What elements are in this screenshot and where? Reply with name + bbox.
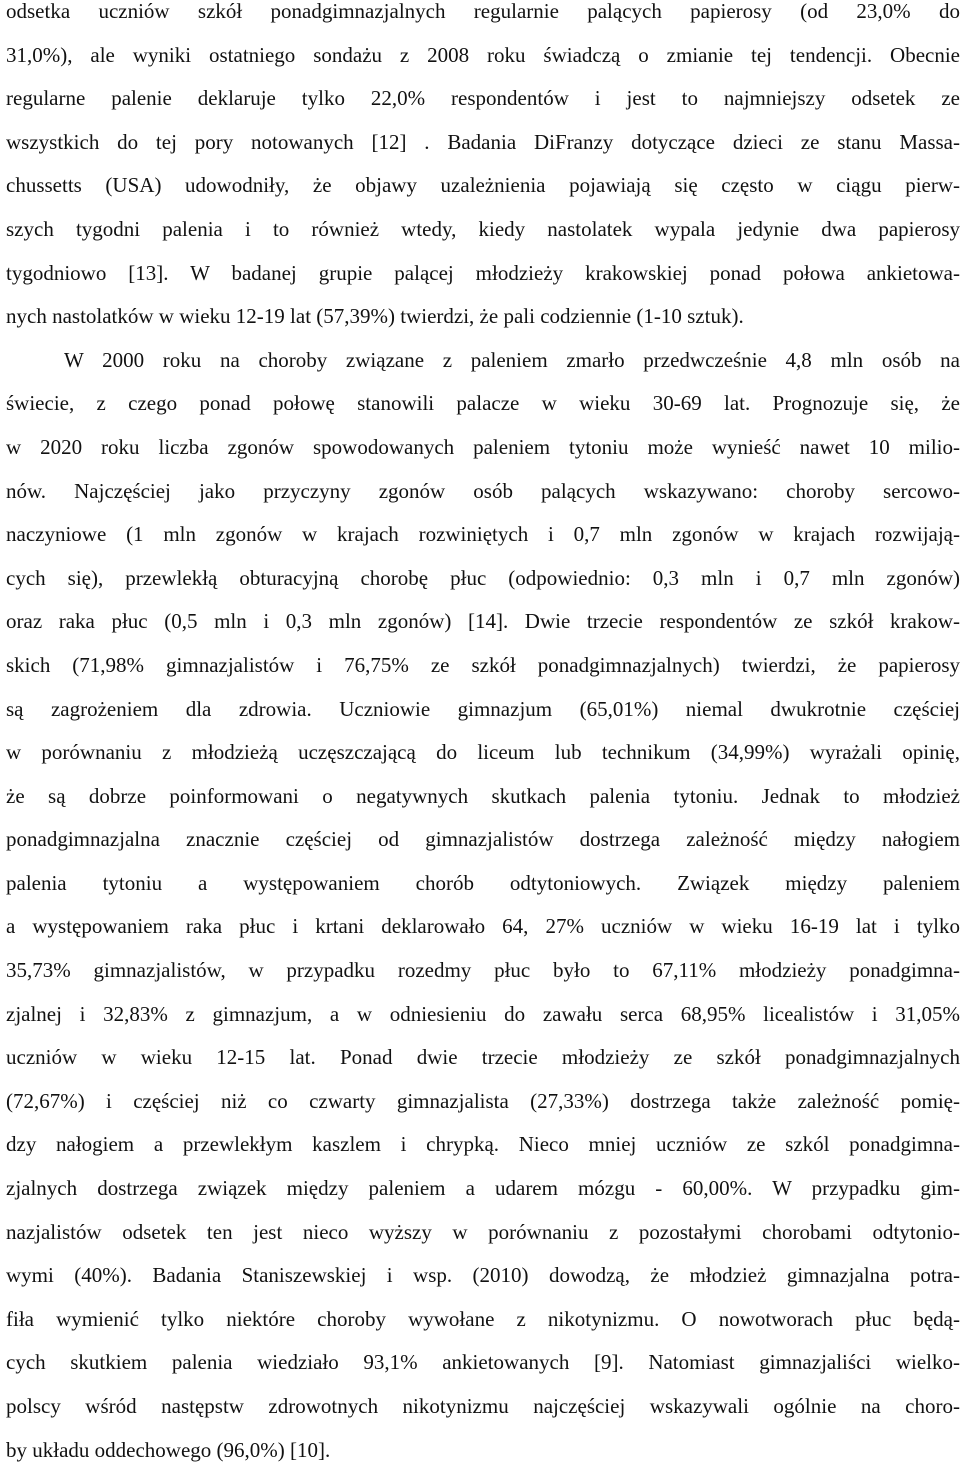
text-line: szych tygodni palenia i to również wtedy, kiedy nastolatek wypala jedynie dwa papierosy bbox=[6, 216, 960, 241]
text-line: naczyniowe (1 mln zgonów w krajach rozwiniętych i 0,7 mln zgonów w krajach rozwijają- bbox=[6, 522, 960, 547]
text-line: wymi (40%). Badania Staniszewskiej i wsp. (2010) dowodzą, że młodzież gimnazjalna potra- bbox=[6, 1263, 960, 1288]
text-line: tygodniowo [13]. W badanej grupie palącej młodzieży krakowskiej ponad połowa ankietowa- bbox=[6, 260, 960, 285]
text-line: fiła wymienić tylko niektóre choroby wywołane z nikotynizmu. O nowotworach płuc będą- bbox=[6, 1306, 960, 1331]
text-line: regularne palenie deklaruje tylko 22,0% respondentów i jest to najmniejszy odsetek ze bbox=[6, 86, 960, 111]
text-line: 31,0%), ale wyniki ostatniego sondażu z 2008 roku świadczą o zmianie tej tendencji. Obecnie bbox=[6, 42, 960, 67]
paragraph-1 bbox=[6, 0, 960, 339]
paragraph-2 bbox=[6, 339, 960, 1466]
text-line: nych nastolatków w wieku 12-19 lat (57,39%) twierdzi, że pali codziennie (1-10 sztuk). bbox=[6, 304, 744, 329]
text-line: że są dobrze poinformowani o negatywnych skutkach palenia tytoniu. Jednak to młodzież bbox=[6, 783, 960, 808]
text-line: skich (71,98% gimnazjalistów i 76,75% ze szkół ponadgimnazjalnych) twierdzi, że papierosy bbox=[6, 652, 960, 677]
text-line: cych się), przewlekłą obturacyjną chorobę płuc (odpowiednio: 0,3 mln i 0,7 mln zgonów) bbox=[6, 565, 960, 590]
text-line: polscy wśród następstw zdrowotnych nikotynizmu najczęściej wskazywali ogólnie na choro- bbox=[6, 1394, 960, 1418]
text-line: nazjalistów odsetek ten jest nieco wyższy w porównaniu z pozostałymi chorobami odtytonio- bbox=[6, 1219, 960, 1244]
text-line: 35,73% gimnazjalistów, w przypadku rozedmy płuc było to 67,11% młodzieży ponadgimna- bbox=[6, 958, 960, 983]
text-line: w porównaniu z młodzieżą uczęszczającą do liceum lub technikum (34,99%) wyrażali opinię, bbox=[6, 740, 960, 765]
text-line: odsetka uczniów szkół ponadgimnazjalnych regularnie palących papierosy (od 23,0% do bbox=[6, 0, 960, 23]
text-line: są zagrożeniem dla zdrowia. Uczniowie gimnazjum (65,01%) niemal dwukrotnie częściej bbox=[6, 696, 960, 721]
text-line: oraz raka płuc (0,5 mln i 0,3 mln zgonów) [14]. Dwie trzecie respondentów ze szkół krakow- bbox=[6, 609, 960, 634]
text-line: zjalnych dostrzega związek między paleniem a udarem mózgu - 60,00%. W przypadku gim- bbox=[6, 1176, 960, 1201]
text-line: palenia tytoniu a występowaniem chorób odtytoniowych. Związek między paleniem bbox=[6, 870, 960, 895]
text-line: uczniów w wieku 12-15 lat. Ponad dwie trzecie młodzieży ze szkół ponadgimnazjalnych bbox=[6, 1045, 960, 1070]
text-line: W 2000 roku na choroby związane z paleniem zmarło przedwcześnie 4,8 mln osób na bbox=[64, 347, 960, 372]
text-line: dzy nałogiem a przewlekłym kaszlem i chrypką. Nieco mniej uczniów ze szkól ponadgimna- bbox=[6, 1132, 960, 1157]
text-line: chussetts (USA) udowodniły, że objawy uzależnienia pojawiają się często w ciągu pierw- bbox=[6, 173, 960, 198]
text-line: cych skutkiem palenia wiedziało 93,1% ankietowanych [9]. Natomiast gimnazjaliści wielko- bbox=[6, 1350, 960, 1375]
text-line: nów. Najczęściej jako przyczyny zgonów osób palących wskazywano: choroby sercowo- bbox=[6, 478, 960, 503]
text-line: w 2020 roku liczba zgonów spowodowanych paleniem tytoniu może wynieść nawet 10 milio- bbox=[6, 434, 960, 459]
text-line: świecie, z czego ponad połowę stanowili palacze w wieku 30-69 lat. Prognozuje się, że bbox=[6, 391, 960, 416]
text-line: ponadgimnazjalna znacznie częściej od gimnazjalistów dostrzega zależność między nałogiem bbox=[6, 827, 960, 852]
text-line: wszystkich do tej pory notowanych [12] . Badania DiFranzy dotyczące dzieci ze stanu Massa- bbox=[6, 129, 960, 154]
text-line: (72,67%) i częściej niż co czwarty gimnazjalista (27,33%) dostrzega także zależność pomię- bbox=[6, 1088, 960, 1113]
text-line: zjalnej i 32,83% z gimnazjum, a w odniesieniu do zawału serca 68,95% licealistów i 31,05% bbox=[6, 1001, 960, 1026]
text-line: by układu oddechowego (96,0%) [10]. bbox=[6, 1437, 331, 1462]
text-line: a występowaniem raka płuc i krtani deklarowało 64, 27% uczniów w wieku 16-19 lat i tylko bbox=[6, 914, 960, 939]
